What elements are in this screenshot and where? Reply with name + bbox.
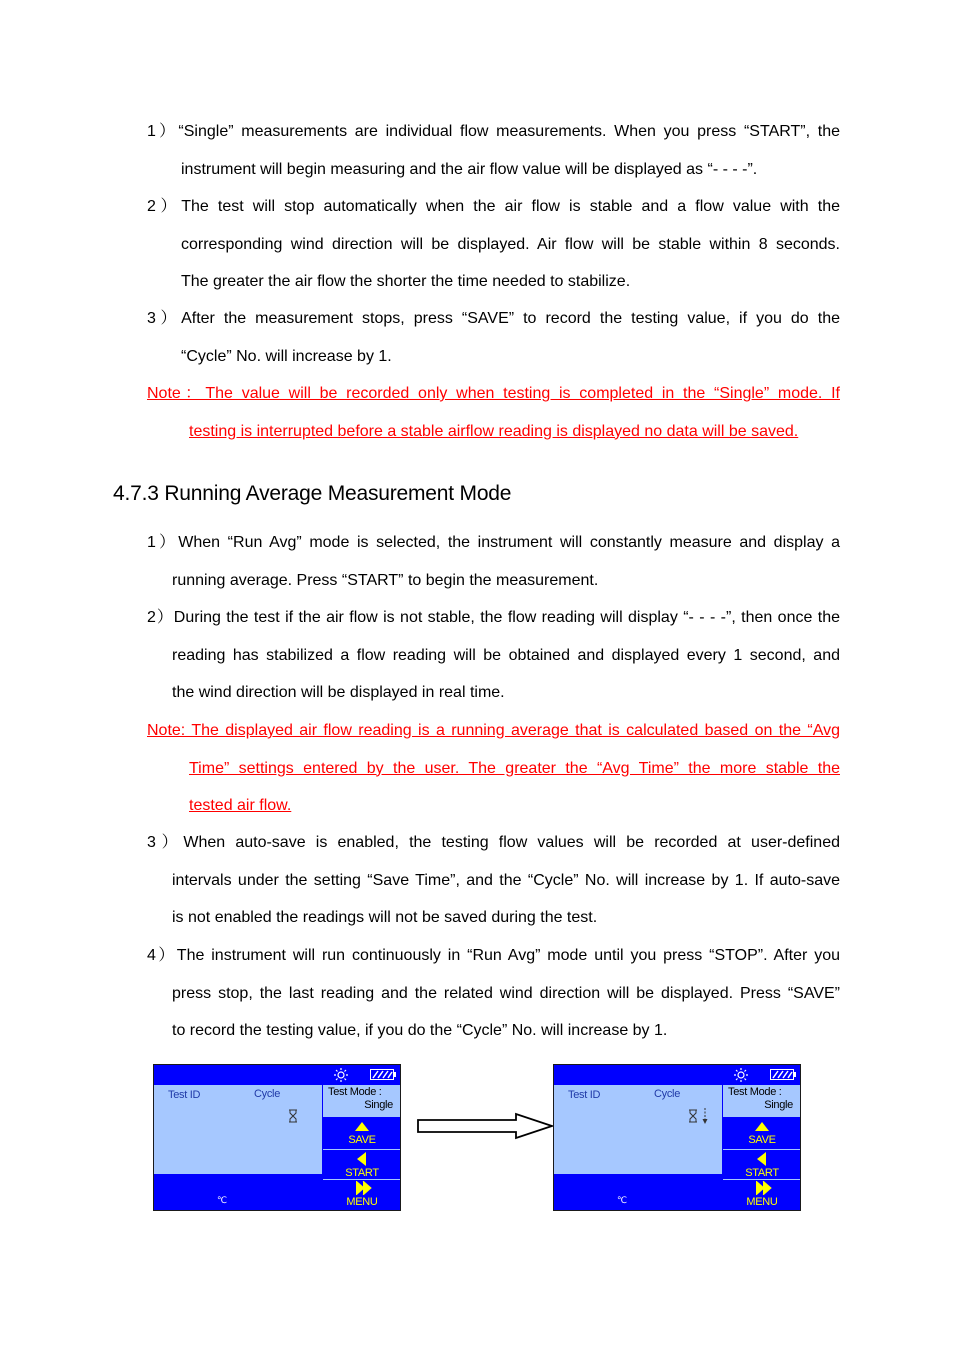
single-note: Note：The value will be recorded only when testing is completed in the “Single” mode. If testing is interrupted before a stable airflow reading is displayed no data will be saved. (147, 385, 840, 440)
start-softkey-label: START (345, 1167, 379, 1179)
backlight-icon (334, 1068, 348, 1082)
hourglass-icon (288, 1109, 298, 1123)
celsius-unit: ℃ (617, 1195, 628, 1205)
triangle-up-icon (755, 1122, 769, 1131)
double-chevron-right-icon (356, 1181, 372, 1195)
battery-icon (770, 1069, 796, 1080)
single-step-1: 1）“Single” measurements are individual flow measurements. When you press “START”, the instrument will begin measuring and the air flow value will be displayed as “- - - -”. (147, 123, 840, 178)
cycle-label: Cycle (654, 1088, 681, 1100)
hourglass-icon (688, 1109, 698, 1123)
screen-main-area (554, 1085, 722, 1174)
runavg-step-1: 1）When “Run Avg” mode is selected, the instrument will constantly measure and display a running average. Press “START” to begin the measurement. (147, 534, 841, 589)
triangle-up-icon (355, 1122, 369, 1131)
runavg-step-3: 3）When auto-save is enabled, the testing flow values will be recorded at user-defined intervals under the setting “Save Time”, and the “Cycle” No. will increase by 1. If auto-save is not enabled the readings will not be saved during the test. (147, 834, 840, 926)
test-id-label: Test ID (168, 1089, 201, 1101)
screen-top-bar (554, 1065, 722, 1085)
signal-dots-icon (702, 1107, 708, 1125)
battery-icon (370, 1069, 396, 1080)
triangle-left-icon (757, 1152, 766, 1166)
temperature-panel (154, 1175, 237, 1211)
menu-softkey-label: MENU (746, 1196, 778, 1208)
test-mode-label: Test Mode : (728, 1086, 782, 1098)
start-softkey-label: START (745, 1167, 779, 1179)
screen-top-bar (154, 1065, 322, 1085)
runavg-step-4: 4）The instrument will run continuously in “Run Avg” mode until you press “STOP”. After you press stop, the last reading and the related wind direction will be displayed. Press “SAVE” to record the testing value, if you do the “Cycle” No. will increase by 1. (147, 947, 840, 1039)
celsius-unit: ℃ (217, 1195, 228, 1205)
device-screen-before (153, 1064, 401, 1211)
device-screen-after (553, 1064, 801, 1211)
backlight-icon (734, 1068, 748, 1082)
single-step-2: 2）The test will stop automatically when the air flow is stable and a flow value with the corresponding wind direction will be displayed. Air flow will be stable within 8 seconds. The greater the air flow the shorter the time needed to stabilize. (147, 198, 840, 290)
test-id-label: Test ID (568, 1089, 601, 1101)
test-mode-box (723, 1085, 801, 1117)
single-step-3: 3）After the measurement stops, press “SAVE” to record the testing value, if you do the “Cycle” No. will increase by 1. (147, 310, 840, 365)
triangle-left-icon (357, 1152, 366, 1166)
menu-softkey-label: MENU (346, 1196, 378, 1208)
test-mode-value: Single (364, 1099, 393, 1111)
screen-main-area (154, 1085, 322, 1174)
runavg-note: Note: The displayed air flow reading is a running average that is calculated based on the “Avg Time” settings entered by the user. The greater the “Avg Time” the more stable the tested air flow. (147, 722, 840, 814)
humidity-panel (238, 1175, 322, 1211)
test-mode-label: Test Mode : (328, 1086, 382, 1098)
test-mode-value: Single (764, 1099, 793, 1111)
temperature-panel (554, 1175, 637, 1211)
double-chevron-right-icon (756, 1181, 772, 1195)
section-heading: 4.7.3 Running Average Measurement Mode (113, 482, 512, 505)
cycle-label: Cycle (254, 1088, 281, 1100)
save-softkey-label: SAVE (748, 1134, 776, 1146)
save-softkey-label: SAVE (348, 1134, 376, 1146)
right-arrow-icon (416, 1112, 556, 1140)
humidity-panel (638, 1175, 722, 1211)
test-mode-box (323, 1085, 401, 1117)
runavg-step-2: 2）During the test if the air flow is not stable, the flow reading will display “- - - -”, then once the reading has stabilized a flow reading will be obtained and displayed every 1 second, and the wind direction will be displayed in real time. (147, 609, 840, 701)
